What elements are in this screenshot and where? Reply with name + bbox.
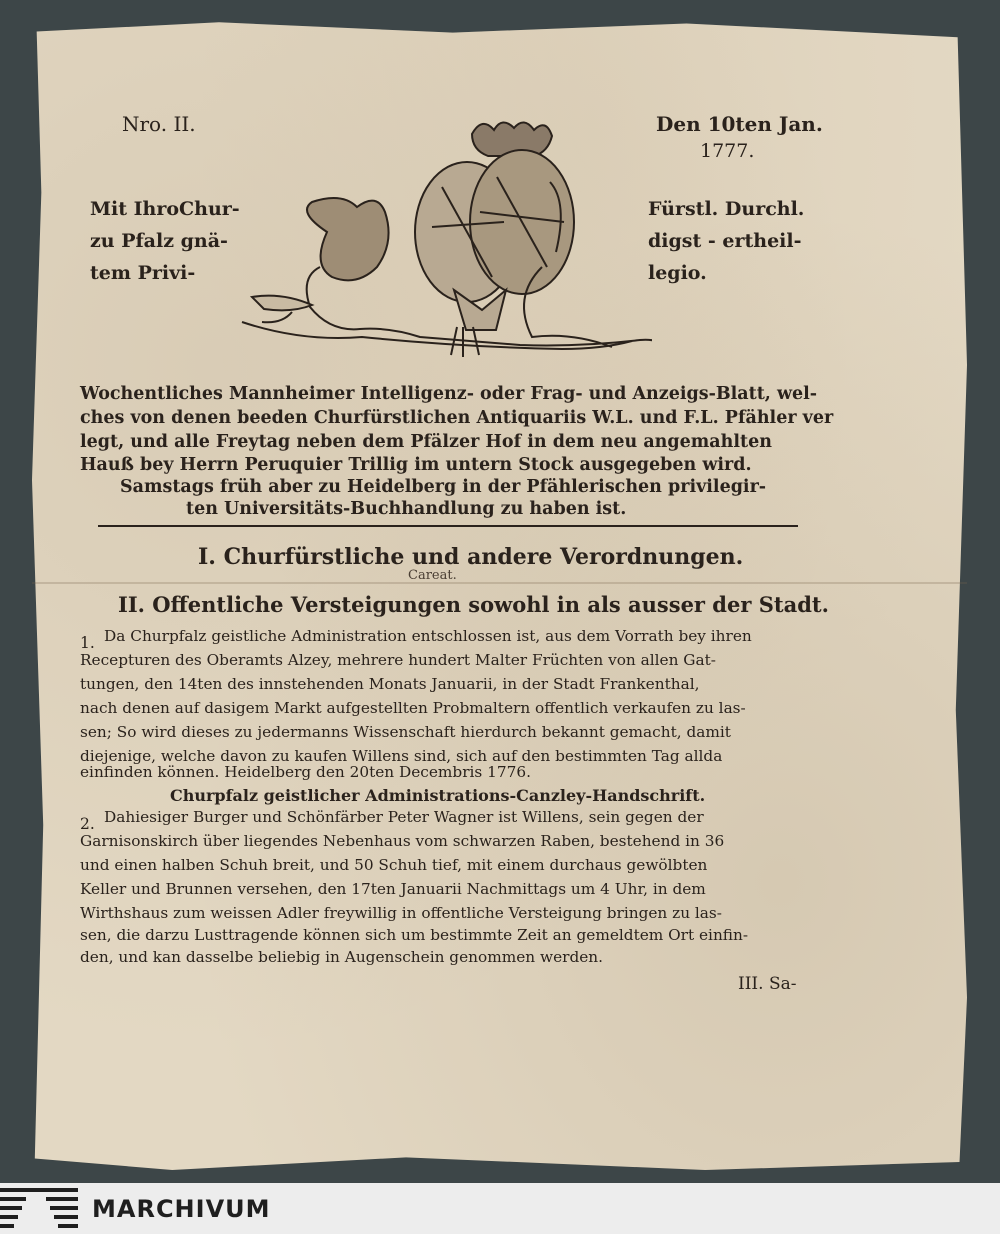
issue-number: Nro. II. (122, 112, 196, 136)
item-line: nach denen auf dasigem Markt aufgestellten Probmaltern offentlich verkaufen zu las- (80, 699, 746, 717)
issue-year: 1777. (700, 140, 755, 162)
privilege-right-line: digst - ertheil- (648, 230, 802, 252)
section-two-title: II. Offentliche Versteigungen sowohl in als ausser der Stadt. (118, 592, 829, 617)
item-line: Dahiesiger Burger und Schönfärber Peter Wagner ist Willens, sein gegen der (104, 808, 704, 826)
item-signature: Churpfalz geistlicher Administrations-Canzley-Handschrift. (170, 786, 706, 805)
divider-rule (98, 525, 798, 527)
privilege-left-line: zu Pfalz gnä- (90, 230, 228, 252)
item-line: Wirthshaus zum weissen Adler freywillig in offentliche Versteigung bringen zu las- (80, 904, 722, 922)
item-line: sen, die darzu Lusttragende können sich um bestimmte Zeit an gemeldtem Ort einfin- (80, 926, 749, 944)
item-line: diejenige, welche davon zu kaufen Willens sind, sich auf den bestimmten Tag allda (80, 747, 723, 765)
fold-crease (32, 582, 967, 584)
item-line: Keller und Brunnen versehen, den 17ten Januarii Nachmittags um 4 Uhr, in dem (80, 880, 706, 898)
item-line: Garnisonskirch über liegendes Nebenhaus vom schwarzen Raben, bestehend in 36 (80, 832, 725, 850)
privilege-left-line: tem Privi- (90, 262, 196, 284)
item-number: 2. (80, 815, 95, 833)
heading-line: Wochentliches Mannheimer Intelligenz- oder Frag- und Anzeigs-Blatt, wel- (80, 384, 818, 404)
issue-date: Den 10ten Jan. (656, 112, 823, 136)
section-one-title: I. Churfürstliche und andere Verordnungen. (198, 544, 744, 570)
item-line: den, und kan dasselbe beliebig in Augenschein genommen werden. (80, 948, 603, 966)
heading-line: ten Universitäts-Buchhandlung zu haben ist. (186, 499, 627, 519)
item-line: tungen, den 14ten des innstehenden Monats Januarii, in der Stadt Frankenthal, (80, 675, 700, 693)
marchivum-logo-icon (0, 1188, 80, 1232)
item-line: Da Churpfalz geistliche Administration entschlossen ist, aus dem Vorrath bey ihren (104, 627, 752, 645)
item-line: Recepturen des Oberamts Alzey, mehrere hundert Malter Früchten von allen Gat- (80, 651, 716, 669)
item-line: und einen halben Schuh breit, und 50 Schuh tief, mit einem durchaus gewölbten (80, 856, 708, 874)
item-line: sen; So wird dieses zu jedermanns Wissenschaft hierdurch bekannt gemacht, damit (80, 723, 731, 741)
coat-of-arms-lion-icon (232, 112, 652, 362)
privilege-right-line: Fürstl. Durchl. (648, 198, 805, 220)
privilege-left-line: Mit IhroChur- (90, 198, 240, 220)
archive-footer (0, 1183, 1000, 1234)
heading-line: Samstags früh aber zu Heidelberg in der Pfählerischen privilegir- (120, 477, 767, 497)
catchword: III. Sa- (738, 974, 797, 994)
heading-line: ches von denen beeden Churfürstlichen Antiquariis W.L. und F.L. Pfähler ver (80, 408, 834, 428)
heading-line: legt, und alle Freytag neben dem Pfälzer Hof in dem neu angemahlten (80, 432, 772, 452)
item-line: einfinden können. Heidelberg den 20ten Decembris 1776. (80, 763, 531, 781)
archive-brand[interactable]: MARCHIVUM (92, 1195, 271, 1223)
heading-line: Hauß bey Herrn Peruquier Trillig im untern Stock ausgegeben wird. (80, 455, 752, 475)
section-one-note: Careat. (408, 568, 457, 583)
privilege-right-line: legio. (648, 262, 707, 284)
item-number: 1. (80, 634, 95, 652)
